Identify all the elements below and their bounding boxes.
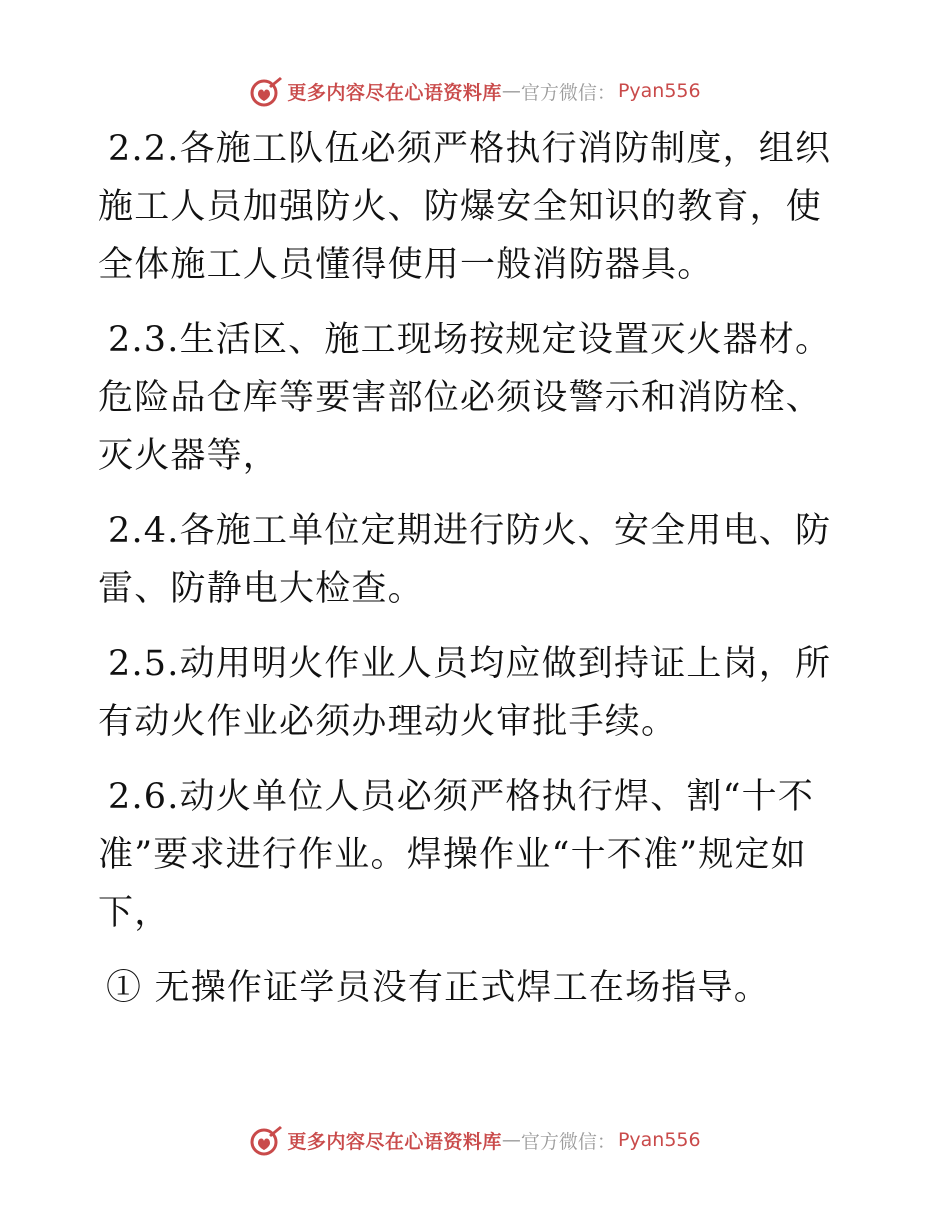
header-watermark-banner: [0, 71, 950, 111]
watermark-wechat-label: 官方微信：: [520, 1130, 616, 1153]
paragraph-2-6: 2.6.动火单位人员必须严格执行焊、割“十不准”要求进行作业。焊操作业“十不准”规定如下，: [98, 777, 815, 933]
footer-watermark-banner: [0, 1120, 950, 1160]
watermark-text: 更多内容尽在心语资料库: [287, 81, 502, 104]
paragraph-2-4: 2.4.各施工单位定期进行防火、安全用电、防雷、防静电大检查。: [98, 511, 832, 609]
heart-pen-logo-icon: [249, 1123, 283, 1157]
paragraph-2-3: 2.3.生活区、施工现场按规定设置灭火器材。危险品仓库等要害部位必须设警示和消防栓、灭火器等，: [98, 320, 832, 476]
watermark-wechat-id: Pyan556: [617, 80, 701, 102]
watermark-dash: —: [501, 1129, 521, 1151]
watermark-wechat-id: Pyan556: [617, 1129, 701, 1151]
paragraph-2-5: 2.5.动用明火作业人员均应做到持证上岗，所有动火作业必须办理动火审批手续。: [98, 644, 832, 742]
list-item-1: ① 无操作证学员没有正式焊工在场指导。: [106, 968, 770, 1008]
watermark-wechat-label: 官方微信：: [520, 81, 616, 104]
document-body: [98, 120, 858, 1034]
watermark-text: 更多内容尽在心语资料库: [287, 1130, 502, 1153]
paragraph-2-2: 2.2.各施工队伍必须严格执行消防制度，组织施工人员加强防火、防爆安全知识的教育，使全体施工人员懂得使用一般消防器具。: [98, 129, 832, 285]
heart-pen-logo-icon: [249, 74, 283, 108]
watermark-dash: —: [501, 80, 521, 102]
